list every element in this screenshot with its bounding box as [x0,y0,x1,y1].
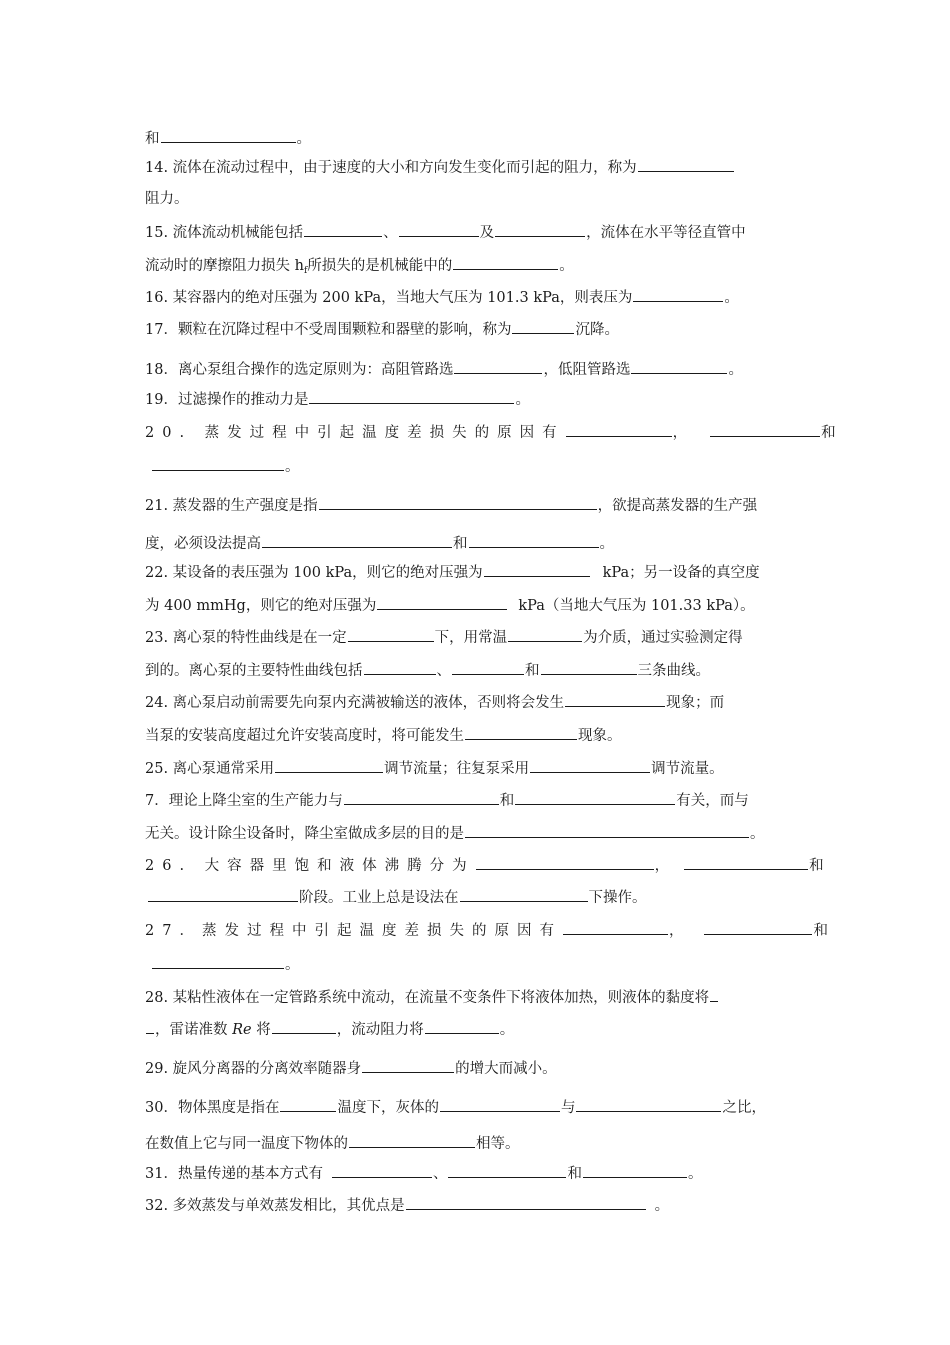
question-32 [145,1195,807,1216]
question-18 [145,359,807,380]
text: 26. 大容器里饱和液体沸腾分为 [145,858,475,874]
question-7-cont [145,823,807,844]
text: 22. 某设备的表压强为 100 kPa，则它的绝对压强为 [145,565,483,581]
text: 16. 某容器内的绝对压强为 200 kPa，当地大气压为 101.3 kPa，则表压为 [145,290,633,306]
answer-blank[interactable] [530,758,650,773]
text: 将 [256,1022,271,1038]
text: 19．过滤操作的推动力是 [145,392,309,408]
question-28 [145,987,807,1008]
question-27 [145,920,828,941]
question-19 [145,389,807,410]
text: 和 [145,131,160,147]
text: 32. 多效蒸发与单效蒸发相比，其优点是 [145,1198,405,1214]
answer-blank[interactable] [633,287,723,302]
text: 。 [559,258,574,274]
answer-blank[interactable] [508,627,582,642]
text: 与 [560,1100,576,1116]
answer-blank[interactable] [399,222,479,237]
question-22 [145,562,807,583]
answer-blank[interactable] [541,660,637,675]
text: 的增大而减小。 [455,1061,557,1077]
answer-blank[interactable] [152,456,284,471]
text: 有关，而与 [676,793,749,809]
text: 和 [567,1166,582,1182]
answer-blank[interactable] [638,157,734,172]
text: ，低阻管路选 [543,362,631,378]
text: kPa（当地大气压为 101.33 kPa）。 [518,598,755,614]
text: 、 [383,225,398,241]
text: 无关。设计除尘设备时，降尘室做成多层的目的是 [145,826,464,842]
answer-blank[interactable] [406,1195,646,1210]
text: ， [668,923,684,939]
subscript: f [303,266,308,276]
question-15 [145,222,807,243]
text: 所损失的是机械能中的 [307,258,453,274]
text: 。 [285,459,300,475]
question-31 [145,1163,807,1184]
question-20-cont [145,456,807,477]
answer-blank[interactable] [465,725,577,740]
text: 18．离心泵组合操作的选定原则为：高阻管路选 [145,362,454,378]
text: 下操作。 [588,890,647,906]
answer-blank[interactable] [440,1097,560,1112]
answer-blank[interactable] [161,128,296,143]
text: 三条曲线。 [637,663,710,679]
answer-blank[interactable] [476,855,654,870]
text: 和 [821,425,836,441]
question-29 [145,1058,807,1079]
text: 31．热量传递的基本方式有 [145,1166,323,1182]
text: 。 [515,392,530,408]
answer-blank[interactable] [465,823,749,838]
text: 当泵的安装高度超过允许安装高度时，将可能发生 [145,728,464,744]
answer-blank[interactable] [377,595,507,610]
question-21 [145,495,807,516]
text: 及 [479,225,495,241]
text: 。 [728,362,743,378]
question-22-cont [145,595,807,616]
question-15-cont [145,255,807,281]
answer-blank[interactable] [454,359,542,374]
text: 。 [599,536,614,552]
answer-blank[interactable] [362,1058,454,1073]
answer-blank[interactable] [469,533,599,548]
answer-blank[interactable] [583,1163,687,1178]
text: ，流动阻力将 [336,1022,424,1038]
text: 现象。 [578,728,622,744]
question-14-cont [145,189,807,209]
text: Re [232,1022,252,1038]
answer-blank[interactable] [631,359,727,374]
question-21-cont [145,533,807,554]
answer-blank[interactable] [319,495,597,510]
text: 为 400 mmHg，则它的绝对压强为 [145,598,377,614]
answer-blank[interactable] [684,855,808,870]
text: 14. 流体在流动过程中，由于速度的大小和方向发生变化而引起的阻力，称为 [145,160,637,176]
answer-blank[interactable] [309,389,514,404]
text: 和 [525,663,540,679]
question-26 [145,855,824,876]
answer-blank[interactable] [704,920,812,935]
text: ， [654,858,670,874]
text: 度，必须设法提高 [145,536,261,552]
answer-blank[interactable] [364,660,436,675]
answer-blank[interactable] [152,954,284,969]
text: 30．物体黑度是指在 [145,1100,280,1116]
text: 29. 旋风分离器的分离效率随器身 [145,1061,362,1077]
answer-blank[interactable] [262,533,452,548]
text: 在数值上它与同一温度下物体的 [145,1136,348,1152]
answer-blank[interactable] [344,790,499,805]
question-30 [145,1097,807,1118]
question-28-cont [145,1019,807,1040]
answer-blank[interactable] [349,1133,475,1148]
answer-blank[interactable] [515,790,675,805]
text: 。 [687,1166,703,1182]
answer-blank[interactable] [512,319,574,334]
text: 和 [809,858,824,874]
answer-blank[interactable] [425,1019,499,1034]
text: 20. 蒸发过程中引起温度差损失的原因有 [145,425,565,441]
answer-blank[interactable] [275,758,383,773]
question-24-cont [145,725,807,746]
text: 阶段。工业上总是设法在 [299,890,459,906]
question-7 [145,790,807,811]
question-30-cont [145,1133,807,1154]
text: 。 [499,1022,515,1038]
text: 23. 离心泵的特性曲线是在一定 [145,630,347,646]
text: 24. 离心泵启动前需要先向泵内充满被输送的液体，否则将会发生 [145,695,565,711]
text: 为介质，通过实验测定得 [583,630,743,646]
text: 温度下，灰体的 [337,1100,439,1116]
answer-blank[interactable] [566,422,672,437]
text: 21. 蒸发器的生产强度是指 [145,498,318,514]
text: 27．蒸发过程中引起温度差损失的原因有 [145,923,562,939]
answer-blank[interactable] [272,1019,336,1034]
answer-blank[interactable] [710,422,820,437]
text: 下，用常温 [434,630,508,646]
text: 和 [499,793,515,809]
answer-blank[interactable] [563,920,668,935]
question-23 [145,627,807,648]
text: 相等。 [476,1136,520,1152]
text: 之比， [722,1100,766,1116]
answer-blank[interactable] [710,987,718,1002]
text: 。 [285,957,300,973]
question-17 [145,319,807,340]
answer-blank[interactable] [448,1163,566,1178]
text: 流动时的摩擦阻力损失 h [145,258,304,274]
answer-blank[interactable] [452,660,524,675]
text: 阻力。 [145,191,189,207]
answer-blank[interactable] [576,1097,721,1112]
text: 17．颗粒在沉降过程中不受周围颗粒和器壁的影响，称为 [145,322,512,338]
text: 、 [432,1166,448,1182]
question-26-cont [145,887,807,908]
text: 现象；而 [666,695,725,711]
answer-blank[interactable] [453,255,558,270]
answer-blank[interactable] [460,887,588,902]
text-line [145,128,807,149]
question-24 [145,692,807,713]
text: 。 [296,131,311,147]
answer-blank[interactable] [332,1163,432,1178]
question-14 [145,157,807,178]
question-27-cont [145,954,807,975]
answer-blank[interactable] [146,1019,154,1034]
answer-blank[interactable] [348,627,434,642]
answer-blank[interactable] [304,222,382,237]
text: 和 [453,536,468,552]
text: ，流体在水平等径直管中 [586,225,746,241]
text: ，雷诺准数 [155,1022,228,1038]
question-25 [145,758,807,779]
answer-blank[interactable] [565,692,665,707]
text: ，欲提高蒸发器的生产强 [597,498,758,514]
question-20 [145,422,836,443]
text: 15. 流体流动机械能包括 [145,225,304,241]
answer-blank[interactable] [495,222,585,237]
text: 沉降。 [575,322,619,338]
question-23-cont [145,660,807,681]
text: 调节流量；往复泵采用 [384,761,530,777]
text: 调节流量。 [651,761,724,777]
text: 、 [436,663,451,679]
question-16 [145,287,807,308]
text: kPa；另一设备的真空度 [602,565,760,581]
text: 到的。离心泵的主要特性曲线包括 [145,663,363,679]
answer-blank[interactable] [484,562,590,577]
text: 和 [813,923,828,939]
text: 。 [750,826,765,842]
text: 。 [724,290,739,306]
text: 28. 某粘性液体在一定管路系统中流动，在流量不变条件下将液体加热，则液体的黏度将 [145,990,710,1006]
answer-blank[interactable] [148,887,298,902]
text: ， [672,425,688,441]
text: 25. 离心泵通常采用 [145,761,275,777]
answer-blank[interactable] [280,1097,336,1112]
text: 。 [654,1198,670,1214]
text: 7．理论上降尘室的生产能力与 [145,793,343,809]
